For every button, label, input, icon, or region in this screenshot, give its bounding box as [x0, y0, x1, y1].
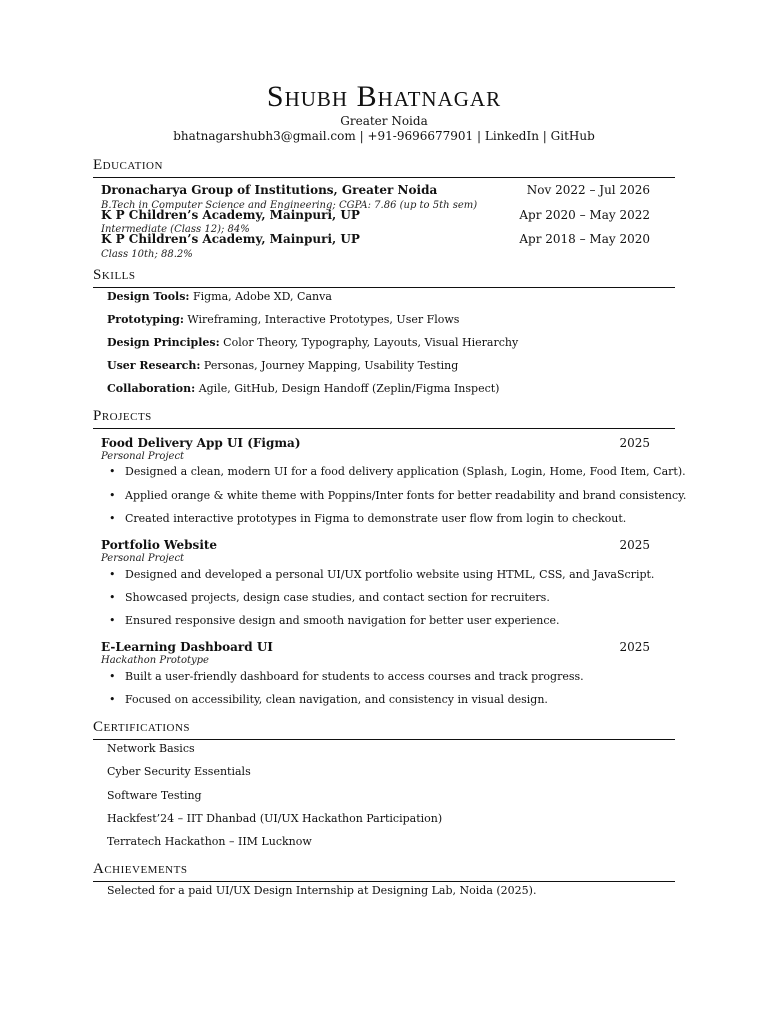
bullet-icon: • — [109, 591, 116, 604]
project-bullet — [109, 693, 548, 706]
separator: | — [477, 129, 482, 143]
skill-label: Collaboration: — [107, 382, 196, 395]
location: Greater Noida — [340, 114, 428, 128]
skill-value: Color Theory, Typography, Layouts, Visual Hierarchy — [223, 336, 519, 349]
project-name: Food Delivery App UI (Figma) — [101, 436, 301, 450]
project-year: 2025 — [619, 640, 650, 654]
linkedin-link[interactable]: LinkedIn — [484, 129, 539, 143]
section-heading-projects: Projects — [93, 408, 152, 424]
bullet-icon: • — [109, 465, 116, 478]
phone-link[interactable]: +91-9696677901 — [367, 129, 474, 143]
project-year: 2025 — [619, 436, 650, 450]
skill-row — [107, 359, 458, 372]
project-bullet — [109, 512, 626, 525]
project-bullet — [109, 465, 686, 478]
edu-detail: B.Tech in Computer Science and Engineering; CGPA: 7.86 (up to 5th sem) — [101, 200, 478, 211]
skill-value: Figma, Adobe XD, Canva — [192, 290, 332, 303]
skill-row — [107, 382, 499, 395]
bullet-text: Ensured responsive design and smooth navigation for better user experience. — [125, 614, 560, 627]
project-bullet — [109, 568, 654, 581]
candidate-name: Shubh Bhatnagar — [266, 80, 502, 113]
project-bullet — [109, 614, 560, 627]
certification-item: Hackfest’24 – IIT Dhanbad (UI/UX Hackathon Participation) — [107, 812, 443, 825]
bullet-text: Designed and developed a personal UI/UX portfolio website using HTML, CSS, and JavaScript. — [125, 568, 655, 581]
edu-dates: Apr 2018 – May 2020 — [519, 232, 650, 246]
skill-value: Wireframing, Interactive Prototypes, User Flows — [187, 313, 460, 326]
bullet-text: Created interactive prototypes in Figma to demonstrate user flow from login to checkout. — [125, 512, 627, 525]
bullet-icon: • — [109, 568, 116, 581]
section-heading-certifications: Certifications — [93, 719, 191, 735]
skill-value: Personas, Journey Mapping, Usability Testing — [203, 359, 459, 372]
section-heading-education: Education — [93, 157, 163, 173]
achievement-item: Selected for a paid UI/UX Design Internship at Designing Lab, Noida (2025). — [107, 884, 537, 897]
section-divider — [93, 287, 675, 288]
bullet-text: Focused on accessibility, clean navigation, and consistency in visual design. — [125, 693, 548, 706]
project-name: E-Learning Dashboard UI — [101, 640, 273, 654]
section-divider — [93, 881, 675, 882]
edu-detail: Class 10th; 88.2% — [101, 249, 193, 260]
edu-school: K P Children’s Academy, Mainpuri, UP — [101, 232, 360, 246]
bullet-icon: • — [109, 512, 116, 525]
skill-label: Design Principles: — [107, 336, 220, 349]
bullet-icon: • — [109, 693, 116, 706]
project-name: Portfolio Website — [101, 538, 218, 552]
bullet-text: Built a user-friendly dashboard for students to access courses and track progress. — [125, 670, 584, 683]
bullet-text: Applied orange & white theme with Poppins/Inter fonts for better readability and brand consistency. — [125, 489, 687, 502]
separator: | — [542, 129, 547, 143]
project-type: Personal Project — [101, 553, 185, 564]
project-bullet — [109, 591, 550, 604]
project-type: Hackathon Prototype — [101, 655, 209, 666]
edu-detail: Intermediate (Class 12); 84% — [101, 224, 250, 235]
section-divider — [93, 739, 675, 740]
skill-label: Design Tools: — [107, 290, 190, 303]
bullet-icon: • — [109, 614, 116, 627]
separator: | — [359, 129, 364, 143]
certification-item: Terratech Hackathon – IIM Lucknow — [107, 835, 312, 848]
section-divider — [93, 428, 675, 429]
contact-line — [0, 129, 768, 143]
github-link[interactable]: GitHub — [550, 129, 595, 143]
skill-label: User Research: — [107, 359, 201, 372]
project-bullet — [109, 670, 584, 683]
bullet-text: Showcased projects, design case studies, and contact section for recruiters. — [125, 591, 550, 604]
section-heading-skills: Skills — [93, 267, 136, 283]
skill-row — [107, 336, 518, 349]
project-bullet — [109, 489, 686, 502]
project-type: Personal Project — [101, 451, 185, 462]
edu-dates: Apr 2020 – May 2022 — [519, 208, 650, 222]
certification-item: Software Testing — [107, 789, 202, 802]
skill-label: Prototyping: — [107, 313, 184, 326]
section-divider — [93, 177, 675, 178]
project-year: 2025 — [619, 538, 650, 552]
bullet-icon: • — [109, 670, 116, 683]
email-link[interactable]: bhatnagarshubh3@gmail.com — [173, 129, 356, 143]
certification-item: Cyber Security Essentials — [107, 765, 251, 778]
certification-item: Network Basics — [107, 742, 195, 755]
edu-school: Dronacharya Group of Institutions, Greater Noida — [101, 183, 438, 197]
bullet-icon: • — [109, 489, 116, 502]
skill-row — [107, 290, 332, 303]
edu-dates: Nov 2022 – Jul 2026 — [526, 183, 650, 197]
bullet-text: Designed a clean, modern UI for a food delivery application (Splash, Login, Home, Food Item, Cart). — [125, 465, 686, 478]
section-heading-achievements: Achievements — [93, 861, 188, 877]
skill-row — [107, 313, 459, 326]
edu-school: K P Children’s Academy, Mainpuri, UP — [101, 208, 360, 222]
skill-value: Agile, GitHub, Design Handoff (Zeplin/Figma Inspect) — [198, 382, 500, 395]
